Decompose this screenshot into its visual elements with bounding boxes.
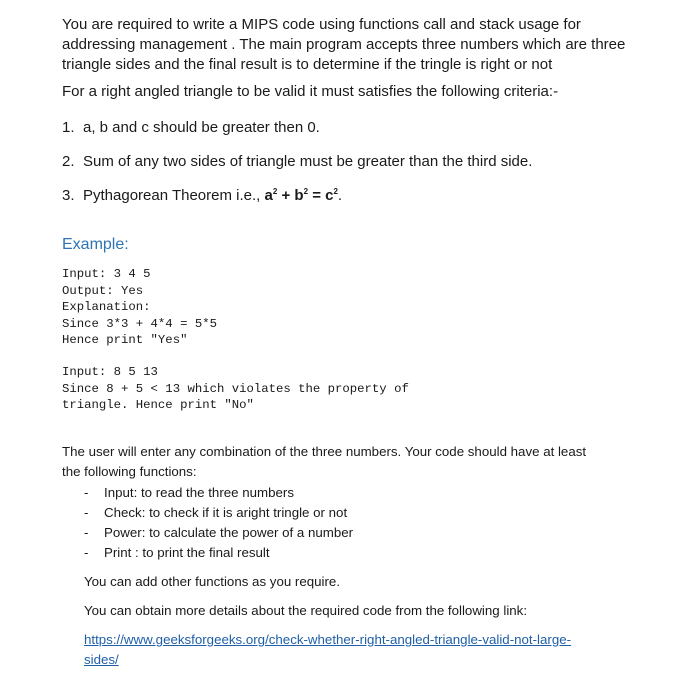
code-line: triangle. Hence print "No" bbox=[62, 398, 254, 412]
code-line: Hence print "Yes" bbox=[62, 333, 188, 347]
list-item: - Check: to check if it is aright tringle or not bbox=[84, 505, 348, 520]
criterion-number: 2. bbox=[62, 153, 75, 170]
criterion-3: 3. Pythagorean Theorem i.e., $a^2 + b^2 = c^2$. bbox=[62, 187, 343, 204]
note-more-details: You can obtain more details about the required code from the following link: bbox=[84, 603, 528, 618]
list-item: - Input: to read the three numbers bbox=[84, 485, 294, 500]
code-line: Since 3*3 + 4*4 = 5*5 bbox=[62, 316, 217, 331]
intro-paragraph: You are required to write a MIPS code using functions call and stack usage for addressing management . The main program accepts three numbers which are three triangle sides and the final result is to determine if the tringle is right or not bbox=[62, 16, 626, 73]
criterion-number: 3. bbox=[62, 187, 75, 204]
list-item: - Print : to print the final result bbox=[84, 545, 270, 560]
function-list bbox=[84, 483, 353, 563]
reference-link[interactable]: https://www.geeksforgeeks.org/check-whether-right-angled-triangle-valid-not-large-sides/ bbox=[84, 632, 572, 667]
criterion-text: a, b and c should be greater then 0. bbox=[83, 119, 320, 136]
code-line: Input: 3 4 5 bbox=[62, 267, 151, 281]
pythagorean-formula: $a^2 + b^2 = c^2$ bbox=[264, 187, 338, 204]
code-line: Output: Yes bbox=[62, 283, 144, 298]
note-other-functions: You can add other functions as you require. bbox=[84, 574, 341, 589]
list-item: - Power: to calculate the power of a number bbox=[84, 525, 354, 540]
requirements-paragraph: The user will enter any combination of the three numbers. Your code should have at least the following functions: bbox=[62, 444, 587, 479]
criteria-heading: For a right angled triangle to be valid it must satisfies the following criteria:- bbox=[62, 83, 559, 100]
code-line: Input: 8 5 13 bbox=[62, 365, 158, 379]
criterion-text: Sum of any two sides of triangle must be greater than the third side. bbox=[83, 153, 533, 170]
code-line: Explanation: bbox=[62, 300, 151, 314]
code-line: Since 8 + 5 < 13 which violates the property of bbox=[62, 381, 409, 396]
criterion-1 bbox=[62, 118, 320, 138]
criterion-text: Pythagorean Theorem i.e., bbox=[83, 187, 261, 204]
example-heading: Example: bbox=[62, 236, 129, 253]
criterion-2 bbox=[62, 152, 532, 172]
criterion-number: 1. bbox=[62, 119, 75, 136]
